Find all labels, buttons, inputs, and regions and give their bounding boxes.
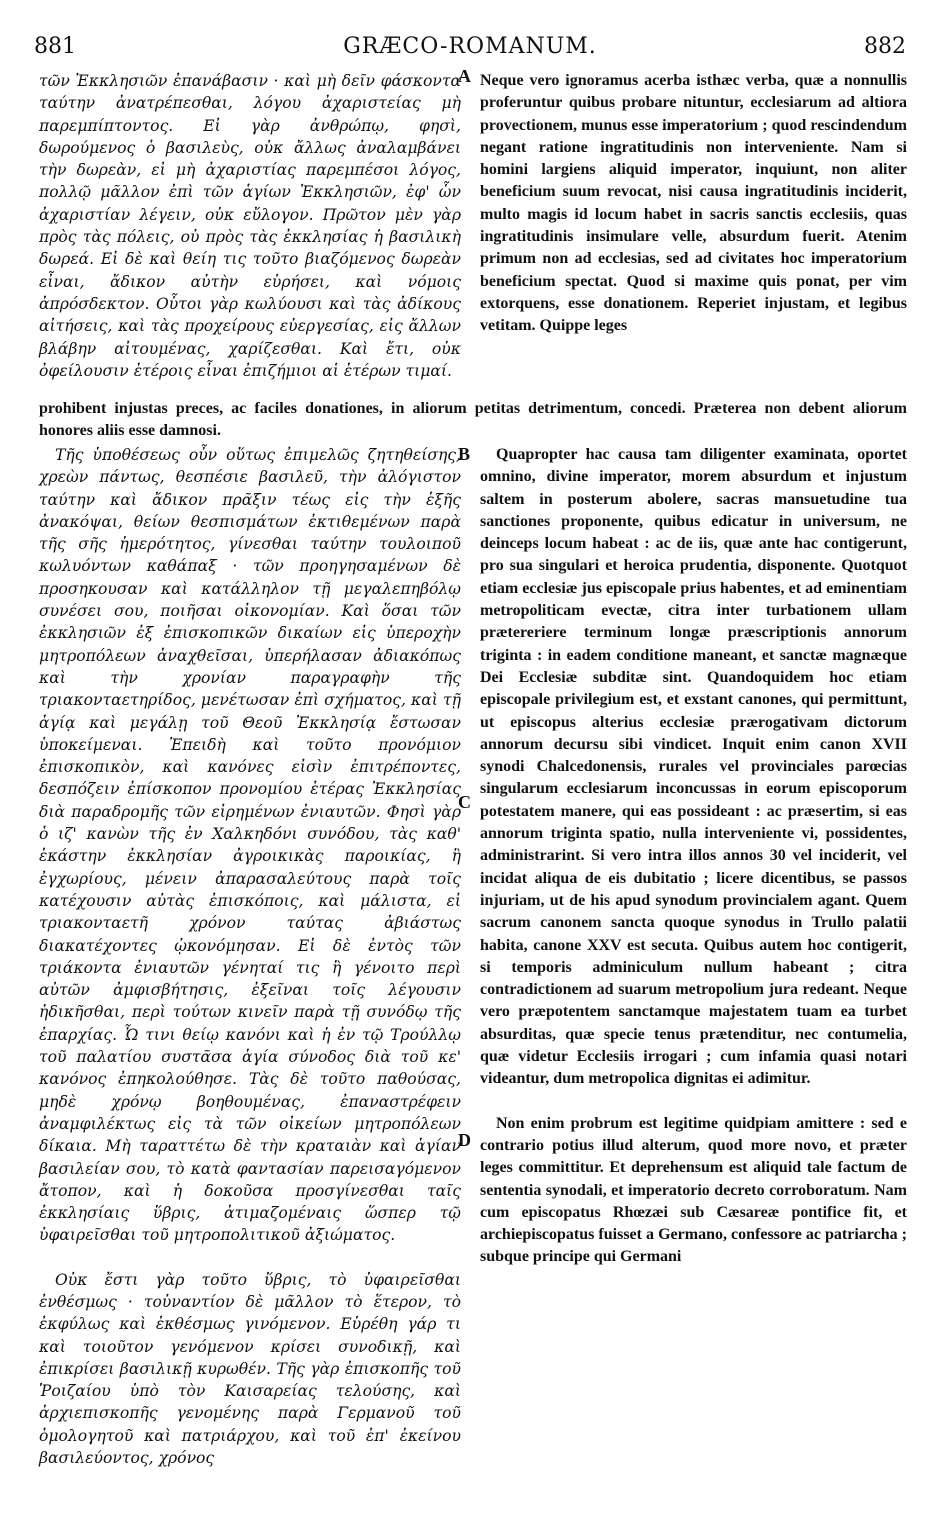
greek-column-2 [39,444,461,1469]
page-number-right: 882 [864,34,906,59]
margin-marker-d: D [458,1130,471,1150]
latin-column-2 [480,444,907,1269]
latin-column [480,70,907,338]
margin-marker-b: B [458,444,471,464]
greek-column [39,70,461,382]
margin-marker-a: A [458,66,471,86]
latin-paragraph-3: Non enim probrum est legitime quidpiam amittere : sed e contrario potius illud alterum, quod more novo, et præter leges committitur. Et deprehensum est aliquid tale factum de sententia synodali, et imperatorio decreto corroboratum. Nam cum episcopatus Rhœzæi sub Cæsareæ pontifice fit, et archiepiscopatus fuisset a Germano, confessore ac patriarcha ; subque principe qui Germani [480,1114,907,1266]
margin-marker-c: C [458,792,471,812]
latin-paragraph-1: Neque vero ignoramus acerba isthæc verba, quæ a nonnullis proferuntur quibus probare nituntur, ecclesiarum ad altiora provectionem, munus esse imperatorium ; quod rescindendum negant ratione ingratitudinis non interveniente. Nam si homini largiens aliquid imperator, inquiunt, non aliter beneficium suum revocat, nisi causa ingratitudinis inciderit, multo magis id locum habet in sacris sanctis ecclesiis, quas ingratitudinis insimulare velle, absurdum fuerit. Atenim primum non ad ecclesias, sed ad civitates hoc imperatorium beneficium spectat. Quod si maxime quis ponat, per vim extorquens, esse donationem. Reperiet injustam, et legibus vetitam. Quippe leges [480,72,907,335]
greek-paragraph-3: Οὐκ ἔστι γὰρ τοῦτο ὕβρις, τὸ ὑφαιρεῖσθαι ἐνθέσμως · τοὐναντίον δὲ μᾶλλον τὸ ἕτερον, τὸ ἐκφύλως καὶ ἐκθέσμως γινόμενον. Εὑρέθη γάρ τι καὶ τοιοῦτον γενόμενον κρίσει συνοδικῇ, καὶ ἐπικρίσει βασιλικῇ κυρωθέν. Τῆς γὰρ ἐπισκοπῆς τοῦ Ῥοιζαίου ὑπὸ τὸν Καισαρείας τελούσης, καὶ ἀρχιεπισκοπῆς γενομένης παρὰ Γερμανοῦ τοῦ ὁμολογητοῦ καὶ πατριάρχου, καὶ τοῦ ἐπ' ἐκείνου βασιλεύοντος, χρόνος [39,1270,461,1468]
greek-paragraph-1: τῶν Ἐκκλησιῶν ἐπανάβασιν · καὶ μὴ δεῖν φάσκοντα ταύτην ἀνατρέπεσθαι, λόγου ἀχαριστείας μὴ παρεμπίπτοντος. Εἰ γὰρ ἀνθρώπῳ, φησὶ, δωρούμενος ὁ βασιλεὺς, οὐκ ἄλλως ἀναλαμβάνει τὴν δωρεὰν, εἰ μὴ ἀχαριστίας παρεμπέσοι λόγος, πολλῷ μᾶλλον ἐπὶ τῶν ἁγίων Ἐκκλησιῶν, ἐφ' ὧν ἀχαριστίαν λέγειν, οὐκ εὔλογον. Πρῶτον μὲν γὰρ πρὸς τὰς πόλεις, οὐ πρὸς τὰς ἐκκλησίας ἡ βασιλικὴ δωρεά. Εἰ δὲ καὶ θείη τις τοῦτο βιαζόμενος δωρεὰν εἶναι, ἄδικον αὐτὴν εὑρήσει, καὶ νόμοις ἀπρόσδεκτον. Οὗτοι γὰρ κωλύουσι καὶ τὰς ἀδίκους αἰτήσεις, καὶ τὰς προχείρους εὐεργεσίας, εἰς ἄλλων βλάβην αἰτουμένας, χαρίζεσθαι. Καὶ ἔτι, οὐκ ὀφείλουσιν ἑτέροις εἶναι ἐπιζήμιοι αἱ ἑτέρων τιμαί. [39,72,461,380]
greek-paragraph-2: Τῆς ὑποθέσεως οὖν οὕτως ἐπιμελῶς ζητηθείσης, χρεὼν πάντως, θεσπέσιε βασιλεῦ, τὴν ἀλόγιστον ταύτην καὶ ἄδικον πρᾶξιν τέως εἰς τὴν ἑξῆς ἀνακόψαι, θείων θεσπισμάτων ἐκτιθεμένων παρὰ τῆς σῆς ἡμερότητος, γίνεσθαι ταύτην τουλοιποῦ κωλυόντων καθάπαξ · τῶν προηγησαμένων δὲ προσηκουσαν καὶ κατάλληλον τῇ μεγαλεπηβόλῳ συνέσει σου, ποιῆσαι οἰκονομίαν. Καὶ ὅσαι τῶν ἐκκλησιῶν ἐξ ἐπισκοπικῶν δικαίων εἰς ὑπεροχὴν μητροπόλεων ἀναχθεῖσαι, ὑπερήλασαν ἀδιακόπως καὶ τὴν χρονίαν παραγραφὴν τῆς τριακονταετηρίδος, μενέτωσαν ἐπὶ σχήματος, καὶ τῇ ἁγίᾳ καὶ μεγάλῃ τοῦ Θεοῦ Ἐκκλησίᾳ ἔστωσαν ὑποκείμεναι. Ἐπειδὴ καὶ τοῦτο προνόμιον ἐπισκοπικὸν, καὶ κανόνες εἰσὶν ἐπιτρέποντες, δεσπόζειν ἐπίσκοπον προνομίου ἑτέρας Ἐκκλησίας διὰ παραδρομῆς τῶν εἰρημένων ἐνιαυτῶν. Φησὶ γὰρ ὁ ιζ' κανὼν τῆς ἐν Χαλκηδόνι συνόδου, τὰς καθ' ἑκάστην ἐκκλησίαν ἀγροικικὰς παροικίας, ἢ ἐγχωρίους, μένειν ἀπαρασαλεύτους παρὰ τοῖς κατέχουσιν αὐτὰς ἐπισκόποις, καὶ μάλιστα, εἰ τριακονταετῆ χρόνον ταύτας ἀβιάστως διακατέχοντες ᾠκονόμησαν. Εἰ δὲ ἐντὸς τῶν τριάκοντα ἐνιαυτῶν γένηταί τις ἢ γένοιτο περὶ αὐτῶν ἀμφισβήτησις, ἐξεῖναι τοῖς λέγουσιν ἠδικῆσθαι, περὶ τούτων κινεῖν παρὰ τῇ συνόδῳ τῆς ἐπαρχίας. Ὦ τινι θείῳ κανόνι καὶ ἡ ἐν τῷ Τρούλλῳ τοῦ παλατίου συστᾶσα ἁγία σύνοδος διὰ τοῦ κε' κανόνος ἐπηκολούθησε. Τὰς δὲ τοῦτο παθούσας, μηδὲ χρόνῳ βοηθουμένας, ἐπαναστρέφειν ἀναμφιλέκτως εἰς τὰ τῶν οἰκείων μητροπόλεων δίκαια. Μὴ ταραττέτω δὲ τὴν κραταιὰν καὶ ἁγίαν βασιλείαν σου, τὸ κατὰ φαντασίαν παρεισαγόμενον ἄτοπον, καὶ ἡ δοκοῦσα προσγίνεσθαι ταῖς ἐκκλησίαις ὕβρις, ἀτιμαζομέναις ὥσπερ τῷ ὑφαιρεῖσθαι τοῦ μητροπολιτικοῦ ἀξιώματος. [39,446,461,1245]
latin-paragraph-2: Quapropter hac causa tam diligenter examinata, oportet omnino, divine imperator, morem absurdum et injustum saltem in posterum abolere, sacras mansuetudine tua sanctiones proponente, quibus edicatur in universum, ne deinceps locum habeat : ac de iis, quæ ante hac contigerunt, pro sua singulari et heroica prudentia, disponente. Quotquot etiam ecclesiæ jus episcopale prius habentes, et ad eminentiam metropoliticam evectæ, citra inter turbationem ullam prætereriere terminum longæ præscriptionis annorum triginta : in eadem conditione maneant, et sanctæ magnæque Dei Ecclesiæ subditæ sint. Quandoquidem hoc etiam episcopale privilegium est, et exstant canones, qui permittunt, ut episcopus alterius ecclesiæ prærogativam dictorum annorum decursu sibi vindicet. Inquit enim canon XVII synodi Chalcedonensis, rurales vel provinciales parœcias singularum ecclesiarum inconcussas in eorum episcoporum potestatem manere, qui eas possideant : ac præsertim, si eas annorum triginta spatio, nulla interveniente vi, possidentes, administrarint. Si vero intra illos annos 30 vel inciderit, vel incidat aliqua de eis dubitatio ; licere dicentibus, se passos injuriam, ut de his apud synodum provincialem agant. Quem sacrum canonem sancta quoque synodus in Trullo palatii habita, canone XXV est secuta. Quibus autem hoc contigerit, si temporis adminiculum nullum habeant ; citra contradictionem ad suarum metropolium jura redeant. Neque vero præpotentem sanctamque majestatem tuam ea turbet absurditas, quæ specie tenus prætenditur, nec contumelia, quæ videtur Ecclesiis irrogari ; cum infamia quasi notari videantur, dum metropolica dignitas ei adimitur. [480,446,907,1088]
running-header [34,30,906,64]
latin-bridge-line: prohibent injustas preces, ac faciles donationes, in aliorum petitas detrimentum, concedi. Præterea non debent aliorum honores aliis esse damnosi. [39,400,907,440]
page-number-left: 881 [34,34,76,59]
running-title: GRÆCO-ROMANUM. [343,34,597,59]
